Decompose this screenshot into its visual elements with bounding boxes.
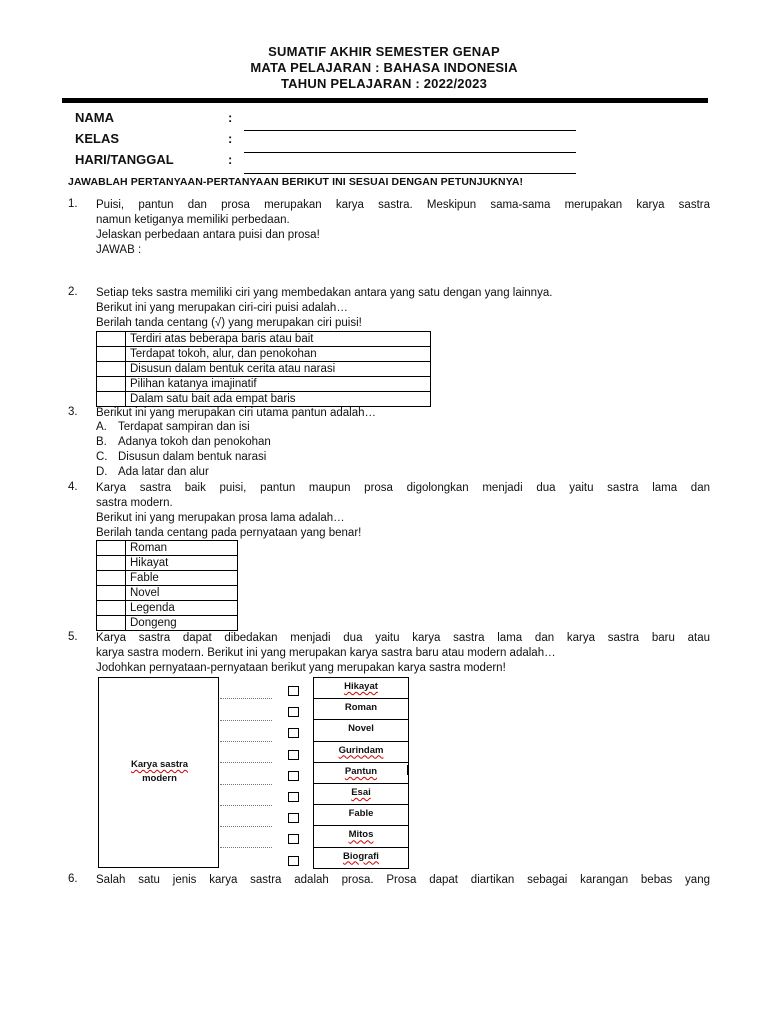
checkbox-cell[interactable] xyxy=(97,347,126,362)
match-connector-line xyxy=(220,826,272,827)
checkbox-cell[interactable] xyxy=(97,616,126,631)
q1-line-2: namun ketiganya memiliki perbedaan. xyxy=(96,214,290,226)
checklist-item: Pilihan katanya imajinatif xyxy=(126,377,431,392)
match-item xyxy=(314,720,408,741)
q2-text xyxy=(96,286,710,331)
option-text: Disusun dalam bentuk narasi xyxy=(118,451,267,463)
q1-text xyxy=(96,198,710,258)
option-text: Ada latar dan alur xyxy=(118,466,209,478)
match-item xyxy=(314,742,408,763)
match-connector-line xyxy=(220,720,272,721)
q4-line-1: Karya sastra baik puisi, pantun maupun prosa digolongkan menjadi dua yaitu sastra lama dan xyxy=(96,482,710,494)
match-checkbox[interactable] xyxy=(288,856,299,866)
document-header xyxy=(0,44,768,92)
match-left-label xyxy=(99,758,220,786)
q5-text xyxy=(96,631,710,676)
table-row xyxy=(97,377,431,392)
match-left-label-line-2: modern xyxy=(142,773,177,784)
match-item xyxy=(314,826,408,847)
match-connector-line xyxy=(220,762,272,763)
match-item-label: Fable xyxy=(348,808,374,820)
match-checkbox[interactable] xyxy=(288,771,299,781)
q1-number: 1. xyxy=(68,198,78,210)
match-checkbox[interactable] xyxy=(288,813,299,823)
q4-line-4: Berilah tanda centang pada pernyataan yang benar! xyxy=(96,527,362,539)
match-connector-line xyxy=(220,698,272,699)
q4-text xyxy=(96,481,710,541)
q4-number: 4. xyxy=(68,481,78,493)
checklist-item: Terdapat tokoh, alur, dan penokohan xyxy=(126,347,431,362)
checkbox-cell[interactable] xyxy=(97,556,126,571)
match-item-label: Novel xyxy=(348,723,374,735)
header-title: SUMATIF AKHIR SEMESTER GENAP xyxy=(268,44,500,59)
class-label: KELAS xyxy=(75,131,120,146)
date-field-line[interactable] xyxy=(244,173,576,174)
q3-option-d[interactable] xyxy=(96,466,209,478)
q2-line-2: Berikut ini yang merupakan ciri-ciri puisi adalah… xyxy=(96,302,348,314)
match-checkbox[interactable] xyxy=(288,834,299,844)
name-field-line[interactable] xyxy=(244,130,576,131)
checklist-item: Disusun dalam bentuk cerita atau narasi xyxy=(126,362,431,377)
q2-checklist-table xyxy=(96,331,431,407)
checkbox-cell[interactable] xyxy=(97,601,126,616)
q3-option-a[interactable] xyxy=(96,421,250,433)
match-connector-line xyxy=(220,805,272,806)
q1-line-3: Jelaskan perbedaan antara puisi dan prosa! xyxy=(96,229,320,241)
name-colon: : xyxy=(228,110,233,125)
q3-text: Berikut ini yang merupakan ciri utama pantun adalah… xyxy=(96,407,376,419)
class-field-line[interactable] xyxy=(244,152,576,153)
checkbox-cell[interactable] xyxy=(97,377,126,392)
match-connector-line xyxy=(220,847,272,848)
q5-line-1: Karya sastra dapat dibedakan menjadi dua yaitu karya sastra lama dan karya sastra baru atau xyxy=(96,632,710,644)
match-checkbox[interactable] xyxy=(288,750,299,760)
name-label: NAMA xyxy=(75,110,114,125)
header-year: TAHUN PELAJARAN : 2022/2023 xyxy=(281,76,487,91)
table-row xyxy=(97,601,238,616)
match-item-label: Pantun xyxy=(344,765,378,777)
option-letter: B. xyxy=(96,436,107,448)
checklist-item: Hikayat xyxy=(126,556,238,571)
match-item-label: Biografi xyxy=(343,850,379,862)
q1-line-1: Puisi, pantun dan prosa merupakan karya sastra. Meskipun sama-sama merupakan karya sastra xyxy=(96,199,710,211)
table-row xyxy=(97,362,431,377)
match-checkbox[interactable] xyxy=(288,728,299,738)
option-text: Adanya tokoh dan penokohan xyxy=(118,436,271,448)
checkbox-cell[interactable] xyxy=(97,392,126,407)
match-checkbox[interactable] xyxy=(288,792,299,802)
q4-line-3: Berikut ini yang merupakan prosa lama adalah… xyxy=(96,512,345,524)
match-item xyxy=(314,784,408,805)
match-item-label: Roman xyxy=(344,702,378,714)
match-item xyxy=(314,848,408,869)
header-divider xyxy=(62,98,708,103)
instruction-text: JAWABLAH PERTANYAAN-PERTANYAAN BERIKUT INI SESUAI DENGAN PETUNJUKNYA! xyxy=(68,176,524,188)
option-letter: D. xyxy=(96,466,108,478)
match-left-label-line-1: Karya sastra xyxy=(130,759,189,770)
match-item-label: Gurindam xyxy=(338,744,384,756)
q4-checklist-table xyxy=(96,540,238,631)
checkbox-cell[interactable] xyxy=(97,586,126,601)
checklist-item: Legenda xyxy=(126,601,238,616)
checklist-item: Terdiri atas beberapa baris atau bait xyxy=(126,332,431,347)
checklist-item: Dongeng xyxy=(126,616,238,631)
header-subject: MATA PELAJARAN : BAHASA INDONESIA xyxy=(250,60,518,75)
text-cursor-mark xyxy=(407,765,408,775)
match-item xyxy=(314,763,408,784)
match-right-list xyxy=(313,677,409,869)
match-connector-line xyxy=(220,784,272,785)
q5-line-3: Jodohkan pernyataan-pernyataan berikut yang merupakan karya sastra modern! xyxy=(96,662,506,674)
date-label: HARI/TANGGAL xyxy=(75,152,174,167)
match-checkbox[interactable] xyxy=(288,686,299,696)
table-row xyxy=(97,347,431,362)
q2-line-3: Berilah tanda centang (√) yang merupakan ciri puisi! xyxy=(96,317,362,329)
match-connector-line xyxy=(220,741,272,742)
q3-option-c[interactable] xyxy=(96,451,266,463)
q6-number: 6. xyxy=(68,873,78,885)
table-row xyxy=(97,392,431,407)
checklist-item: Fable xyxy=(126,571,238,586)
match-item xyxy=(314,805,408,826)
q3-option-b[interactable] xyxy=(96,436,271,448)
table-row xyxy=(97,571,238,586)
option-letter: A. xyxy=(96,421,107,433)
q6-text xyxy=(96,873,710,888)
match-item-label: Mitos xyxy=(348,829,374,841)
table-row xyxy=(97,541,238,556)
checkbox-cell[interactable] xyxy=(97,571,126,586)
checklist-item: Dalam satu bait ada empat baris xyxy=(126,392,431,407)
q4-line-2: sastra modern. xyxy=(96,497,173,509)
table-row xyxy=(97,586,238,601)
match-left-box xyxy=(98,677,219,868)
checkbox-cell[interactable] xyxy=(97,362,126,377)
table-row xyxy=(97,616,238,631)
q1-answer-label: JAWAB : xyxy=(96,244,142,256)
match-item-label: Esai xyxy=(351,786,371,798)
checklist-item: Novel xyxy=(126,586,238,601)
match-item xyxy=(314,678,408,699)
table-row xyxy=(97,556,238,571)
option-text: Terdapat sampiran dan isi xyxy=(118,421,250,433)
option-letter: C. xyxy=(96,451,108,463)
q5-number: 5. xyxy=(68,631,78,643)
checkbox-cell[interactable] xyxy=(97,541,126,556)
match-item-label: Hikayat xyxy=(344,681,378,692)
checkbox-cell[interactable] xyxy=(97,332,126,347)
match-item xyxy=(314,699,408,720)
q5-line-2: karya sastra modern. Berikut ini yang merupakan karya sastra baru atau modern adalah… xyxy=(96,647,556,659)
q2-line-1: Setiap teks sastra memiliki ciri yang membedakan antara yang satu dengan yang lainnya. xyxy=(96,287,553,299)
class-colon: : xyxy=(228,131,233,146)
q2-number: 2. xyxy=(68,286,78,298)
checklist-item: Roman xyxy=(126,541,238,556)
date-colon: : xyxy=(228,152,233,167)
q3-number: 3. xyxy=(68,406,78,418)
match-checkbox[interactable] xyxy=(288,707,299,717)
table-row xyxy=(97,332,431,347)
q6-line-1: Salah satu jenis karya sastra adalah prosa. Prosa dapat diartikan sebagai karangan bebas yang xyxy=(96,874,710,886)
